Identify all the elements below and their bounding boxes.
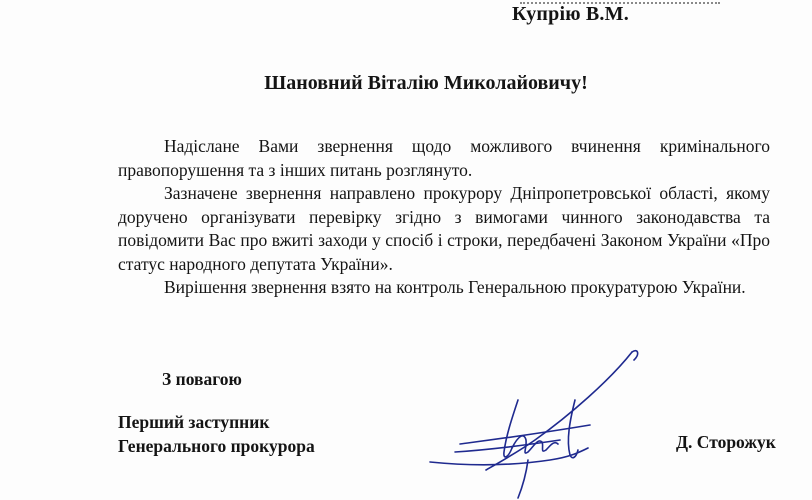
closing-phrase: З повагою xyxy=(162,369,242,389)
letter-body xyxy=(118,135,770,300)
signature-icon xyxy=(400,340,680,500)
paragraph-1: Надіслане Вами звернення щодо можливого вчинення кримінального правопорушення та з інших питань розглянуто. xyxy=(118,136,770,180)
paragraph-3: Вирішення звернення взято на контроль Генеральною прокуратурою України. xyxy=(164,277,746,297)
signer-title xyxy=(118,410,315,458)
signer-title-line-1: Перший заступник xyxy=(118,412,270,432)
signer-name: Д. Сторожук xyxy=(676,432,776,452)
paragraph-2: Зазначене звернення направлено прокурору Дніпропетровської області, якому доручено організувати перевірку згідно з вимогами чинного законодавства та повідомити Вас про вжиті заходи у спосіб і строки, передбачені Законом України «Про статус народного депутата України». xyxy=(118,183,770,274)
signer-title-line-2: Генерального прокурора xyxy=(118,436,315,456)
addressee-name: Купрію В.М. xyxy=(512,3,629,25)
salutation: Шановний Віталію Миколайовичу! xyxy=(264,72,588,94)
